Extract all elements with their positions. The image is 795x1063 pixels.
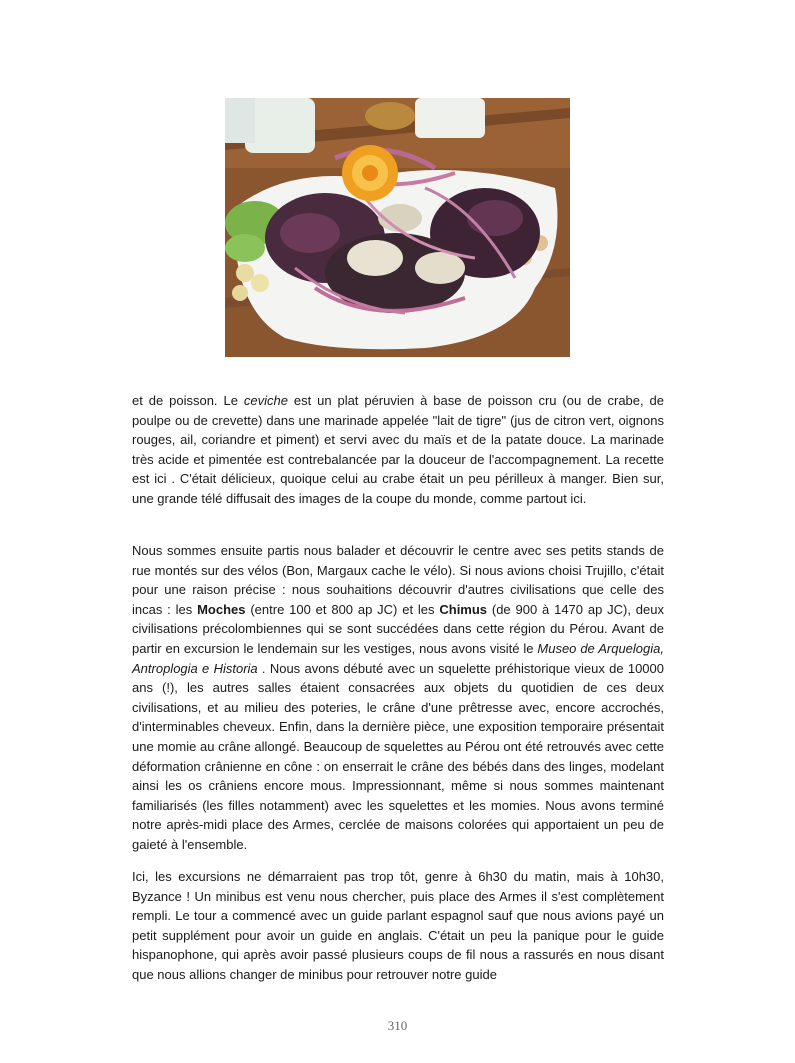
text: . Nous avons débuté avec un squelette préhistorique vieux de 10000 ans (!), les autres salles étaient consacrées aux objets du quotidien de ces deux civilisations, et au milieu des poteries, le crâne d'une prêtresse avec, encore accrochés, d'interminables cheveux. Enfin, dans la dernière pièce, une exposition temporaire présentait une momie au crâne allongé. Beaucoup de squelettes au Pérou ont été retrouvés avec cette déformation crânienne en cône : on enserrait le crâne des bébés dans des linges, modelant ainsi les os crâniens encore mous. Impressionnant, même si nous sommes maintenant familiarisés (les filles notamment) avec les squelettes et les momies. Nous avons terminé notre après-midi place des Armes, cerclée de maisons colorées qui apportaient un peu de gaieté à l'ensemble. [132, 660, 664, 852]
ceviche-photo [225, 98, 570, 357]
emphasis-ceviche: ceviche [243, 393, 288, 408]
text: Ici, les excursions ne démarraient pas trop tôt, genre à 6h30 du matin, mais à 10h30, Byzance ! Un minibus est venu nous chercher, puis place des Armes il s'est complètement rempli. Le tour a commencé avec un guide parlant espagnol sauf que nous avions payé un petit supplément pour avoir un guide en anglais. C'était un peu la panique pour le guide hispanophone, qui après avoir passé plusieurs coups de fil nous a rassurés en nous disant que nous allions changer de minibus pour retrouver notre guide [132, 869, 664, 982]
text: est un plat péruvien à base de poisson cru (ou de crabe, de poulpe ou de crevette) dans une marinade appelée "lait de tigre" (jus de citron vert, oignons rouges, ail, coriandre et piment) et servi avec du maïs et de la patate douce. La marinade très acide et pimentée est contrebalancée par la douceur de l'accompagnement. La recette est ici . C'était délicieux, quoique celui au crabe était un peu périlleux à manger. Bien sur, une grande télé diffusait des images de la coupe du monde, comme partout ici. [132, 393, 664, 506]
text: (de 900 à 1470 ap JC), deux civilisations précolombiennes qui se sont succédées dans cette région du Pérou. Avant de partir en excursion le lendemain sur les vestiges, nous avons visité le [132, 601, 664, 656]
paragraph-trujillo [132, 541, 664, 855]
paragraph-excursion [132, 867, 664, 985]
emphasis-museum-name: Museo de Arquelogia, Antroplogia e Historia [132, 640, 664, 676]
page-number: 310 [387, 1018, 408, 1033]
text: Nous sommes ensuite partis nous balader et découvrir le centre avec ses petits stands de rue montés sur des vélos (Bon, Margaux cache le vélo). Si nous avions choisi Trujillo, c'était pour une raison précise : nous souhaitions découvrir d'autres civilisations que celle des incas : les [132, 543, 664, 617]
text: (entre 100 et 800 ap JC) et les [245, 601, 440, 617]
bold-moches: Moches [197, 601, 246, 617]
text: et de poisson. Le [132, 393, 244, 408]
paragraph-ceviche [132, 391, 664, 509]
bold-chimus: Chimus [439, 601, 488, 617]
